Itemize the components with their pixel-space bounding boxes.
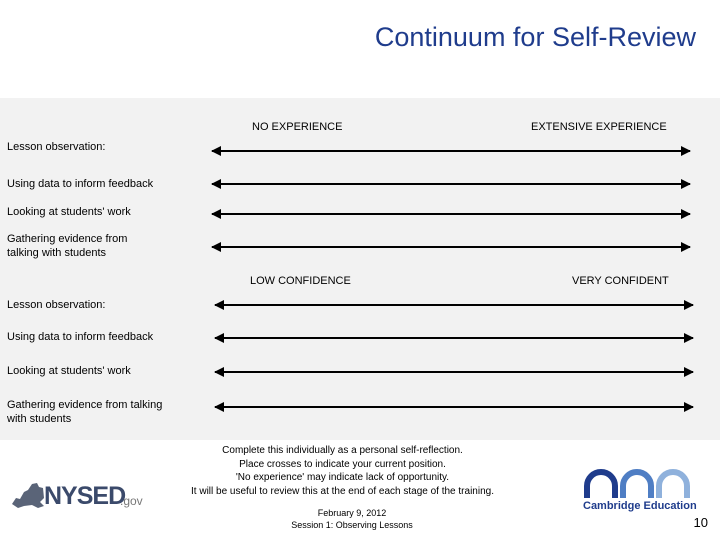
footer-session: Session 1: Observing Lessons — [291, 520, 413, 530]
s1-row-gathering-evidence: Gathering evidence from talking with students — [7, 233, 128, 259]
s2-row-students-work: Looking at students' work — [7, 365, 131, 377]
extensive-experience-header: EXTENSIVE EXPERIENCE — [531, 121, 667, 133]
s2-row-using-data: Using data to inform feedback — [7, 331, 154, 343]
cambridge-arches-icon — [583, 466, 713, 500]
very-confident-header: VERY CONFIDENT — [572, 275, 669, 287]
s2-row-gathering-evidence: Gathering evidence from talking with students — [7, 399, 163, 425]
no-experience-header: NO EXPERIENCE — [252, 121, 343, 133]
nysed-logo: NYSED — [44, 482, 126, 510]
page-number: 10 — [693, 515, 708, 530]
footer-date-session — [262, 507, 442, 531]
low-confidence-header: LOW CONFIDENCE — [250, 275, 351, 287]
new-york-state-icon — [10, 478, 46, 512]
s1-row-students-work: Looking at students' work — [7, 206, 131, 218]
s1-row-lesson-observation: Lesson observation: — [7, 141, 106, 153]
s1-row-using-data: Using data to inform feedback — [7, 178, 154, 190]
s2-row-lesson-observation: Lesson observation: — [7, 299, 106, 311]
nysed-gov-suffix: .gov — [120, 494, 143, 508]
slide-title: Continuum for Self-Review — [374, 22, 696, 52]
instructions-note: Complete this individually as a personal self-reflection. Place crosses to indicate your current position. 'No experience' may indicate lack of opportunity. It will be useful to review this at the end of each stage of the training. — [191, 445, 494, 497]
cambridge-education-logo: Cambridge Education — [583, 500, 697, 512]
footer-date: February 9, 2012 — [317, 508, 387, 518]
